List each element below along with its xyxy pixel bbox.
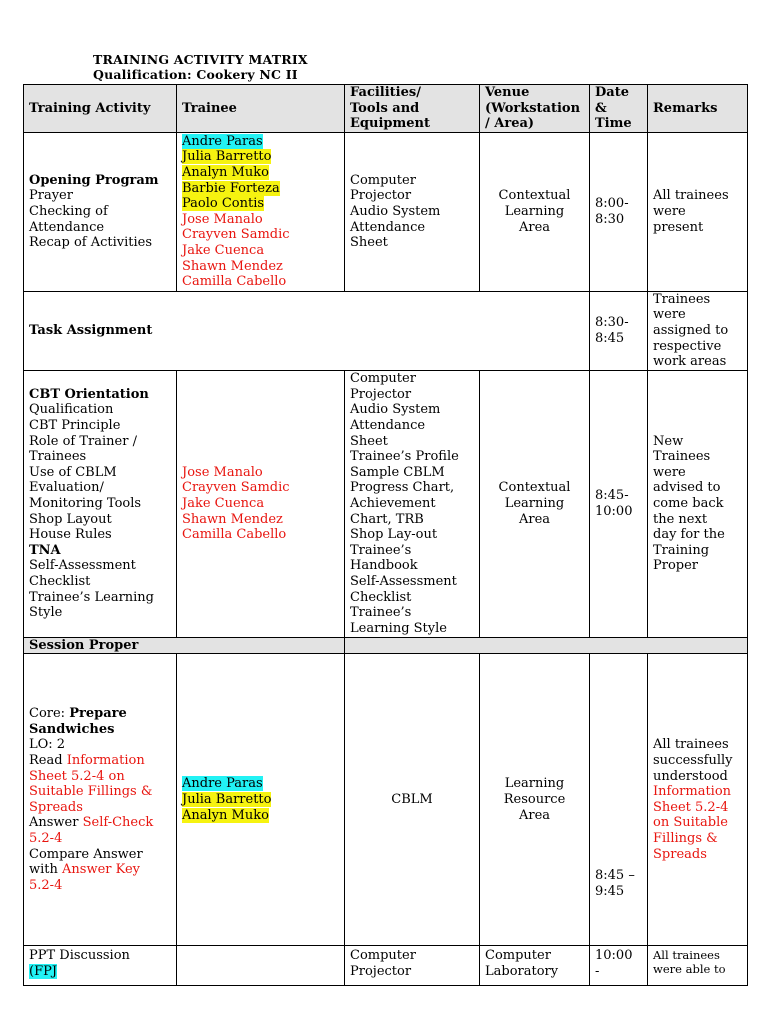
qualification-line: Qualification: Cookery NC II bbox=[93, 67, 298, 82]
header-trainee: Trainee bbox=[177, 85, 345, 133]
ppt-remarks-cell: All trainees were able to bbox=[648, 946, 748, 986]
trainee-name: Camilla Cabello bbox=[182, 274, 287, 290]
trainee-name: Jose Manalo bbox=[182, 211, 263, 227]
ppt-activity-cell: PPT Discussion (FPJ bbox=[24, 946, 177, 986]
trainee-name: Paolo Contis bbox=[182, 196, 265, 212]
header-remarks: Remarks bbox=[648, 85, 748, 133]
document-title-block bbox=[93, 52, 308, 82]
trainee-name: Jose Manalo bbox=[182, 464, 263, 480]
trainee-name: Julia Barretto bbox=[182, 792, 272, 808]
opening-venue-cell: Contextual Learning Area bbox=[480, 132, 590, 291]
opening-trainee-cell bbox=[177, 132, 345, 291]
cbt-orientation-title: CBT Orientation bbox=[29, 386, 149, 402]
cbt-activity-cell: CBT Orientation Qualification CBT Principle Role of Trainer / Trainees Use of CBLM Evaluation/ Monitoring Tools Shop Layout House Rules TNA Self-Assessment Checklist Trainee’s Learning Style bbox=[24, 370, 177, 637]
table-row-ppt-discussion bbox=[24, 946, 748, 986]
table-row-session-proper bbox=[24, 637, 748, 654]
trainee-name: Shawn Mendez bbox=[182, 511, 283, 527]
document-title: TRAINING ACTIVITY MATRIX bbox=[93, 52, 308, 67]
header-row bbox=[24, 85, 748, 133]
trainee-name: Barbie Forteza bbox=[182, 180, 280, 196]
opening-program-title: Opening Program bbox=[29, 172, 159, 188]
table-row-core-sandwiches bbox=[24, 654, 748, 946]
task-date-cell: 8:30- 8:45 bbox=[590, 291, 648, 370]
trainee-name: Analyn Muko bbox=[182, 807, 269, 823]
trainee-name: Jake Cuenca bbox=[182, 242, 265, 258]
ppt-date-cell: 10:00 - bbox=[590, 946, 648, 986]
opening-activity-cell: Opening Program Prayer Checking of Attendance Recap of Activities bbox=[24, 132, 177, 291]
task-remarks-cell: Trainees were assigned to respective work areas bbox=[648, 291, 748, 370]
core-venue-cell: Learning Resource Area bbox=[480, 654, 590, 946]
cbt-trainee-cell bbox=[177, 370, 345, 637]
trainee-name: Analyn Muko bbox=[182, 164, 269, 180]
trainee-name: Andre Paras bbox=[182, 776, 263, 792]
ppt-facilities-cell: Computer Projector bbox=[345, 946, 480, 986]
cbt-remarks-cell: New Trainees were advised to come back the next day for the Training Proper bbox=[648, 370, 748, 637]
trainee-name: Shawn Mendez bbox=[182, 258, 283, 274]
table-row-cbt-orientation bbox=[24, 370, 748, 637]
tna-title: TNA bbox=[29, 542, 61, 558]
core-trainee-cell bbox=[177, 654, 345, 946]
table-row-opening-program bbox=[24, 132, 748, 291]
trainee-name: Julia Barretto bbox=[182, 149, 272, 165]
header-facilities: Facilities/ Tools and Equipment bbox=[345, 85, 480, 133]
core-activity-cell: Core: Prepare Sandwiches LO: 2 Read Information Sheet 5.2-4 on Suitable Fillings & Spreads Answer Self-Check 5.2-4 Compare Answer with Answer Key 5.2-4 bbox=[24, 654, 177, 946]
ppt-trainee-cell bbox=[177, 946, 345, 986]
session-proper-filler bbox=[345, 637, 748, 654]
header-venue: Venue (Workstation / Area) bbox=[480, 85, 590, 133]
core-facilities-cell: CBLM bbox=[345, 654, 480, 946]
trainee-name: Camilla Cabello bbox=[182, 527, 287, 543]
session-proper-label: Session Proper bbox=[24, 637, 345, 654]
table-row-task-assignment bbox=[24, 291, 748, 370]
opening-remarks-cell: All trainees were present bbox=[648, 132, 748, 291]
opening-facilities-cell: Computer Projector Audio System Attendance Sheet bbox=[345, 132, 480, 291]
task-assignment-cell: Task Assignment bbox=[24, 291, 590, 370]
ppt-venue-cell: Computer Laboratory bbox=[480, 946, 590, 986]
trainee-name: Crayven Samdic bbox=[182, 227, 290, 243]
header-training-activity: Training Activity bbox=[24, 85, 177, 133]
cbt-venue-cell: Contextual Learning Area bbox=[480, 370, 590, 637]
cbt-date-cell: 8:45- 10:00 bbox=[590, 370, 648, 637]
core-date-cell: 8:45 – 9:45 bbox=[590, 654, 648, 946]
header-date-time: Date & Time bbox=[590, 85, 648, 133]
trainee-name: Crayven Samdic bbox=[182, 480, 290, 496]
training-activity-table bbox=[23, 84, 748, 986]
trainee-name: Andre Paras bbox=[182, 133, 263, 149]
cbt-facilities-cell: Computer Projector Audio System Attendance Sheet Trainee’s Profile Sample CBLM Progress Chart, Achievement Chart, TRB Shop Lay-out Trainee’s Handbook Self-Assessment Checklist Trainee’s Learning Style bbox=[345, 370, 480, 637]
core-remarks-cell: All trainees successfully understood Information Sheet 5.2-4 on Suitable Fillings & Spreads bbox=[648, 654, 748, 946]
opening-date-cell: 8:00- 8:30 bbox=[590, 132, 648, 291]
trainee-name: Jake Cuenca bbox=[182, 495, 265, 511]
